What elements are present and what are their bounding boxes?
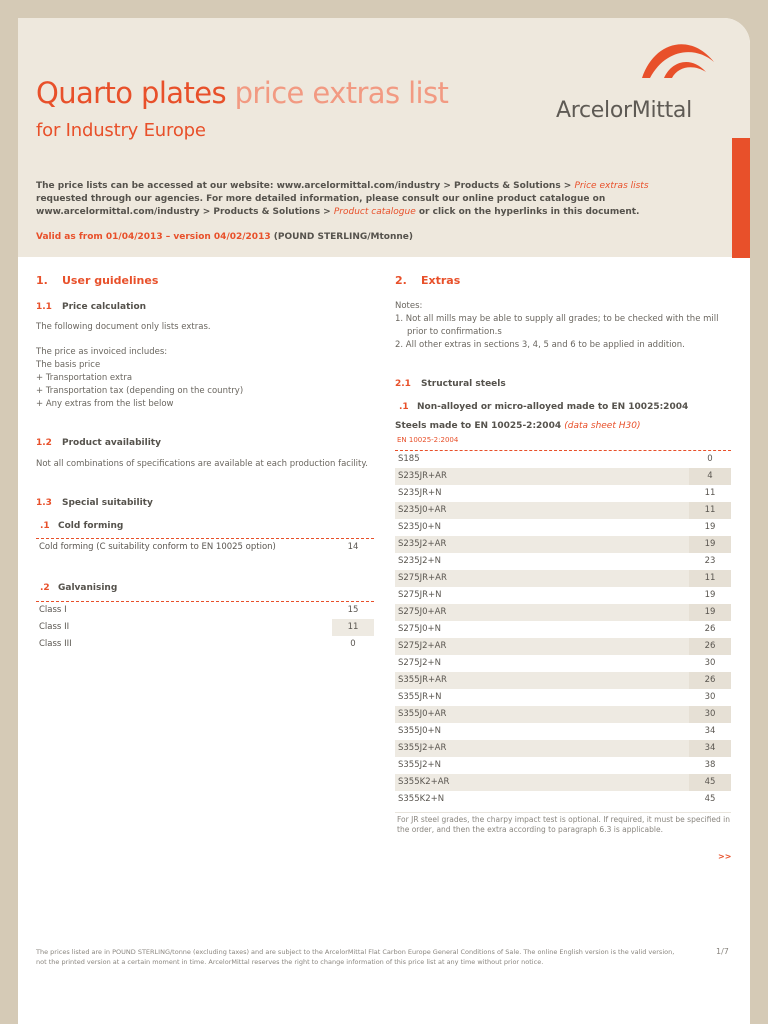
extra-value: 19 (704, 522, 716, 532)
orange-edge-tab (732, 138, 750, 258)
price-disclaimer: The prices listed are in POUND STERLING/tonne (excluding taxes) and are subject to the ArcelorMittal Flat Carbon Europe General Conditions of Sale. The online English version is the valid version, not the printed version at a certain moment in time. ArcelorMittal reserves the right to change information of this price list at any time without prior notice. (36, 948, 675, 966)
section-structural-steels: 2.1 Structural steels (395, 379, 506, 389)
standard-label: EN 10025-2:2004 (397, 436, 459, 444)
extra-value: 11 (689, 570, 731, 587)
extra-value: 34 (704, 726, 716, 736)
table-row (395, 536, 731, 553)
extra-value: 30 (704, 658, 716, 668)
footnote-divider (395, 812, 731, 813)
steel-grade: S355JR+N (398, 692, 442, 702)
table-row: Class I 15 (39, 605, 359, 615)
header-band (18, 18, 750, 257)
table-row: Class II 11 (36, 619, 374, 636)
steel-grade: S355J2+N (398, 760, 442, 770)
extra-value: 19 (704, 590, 716, 600)
steel-grade: S275JR+AR (398, 573, 447, 583)
table-row (395, 553, 731, 570)
steel-grade: S235J0+N (398, 522, 442, 532)
steel-grade: S235JR+N (398, 488, 442, 498)
table-row (395, 519, 731, 536)
table-row (395, 451, 731, 468)
steel-grade: S355J0+AR (398, 709, 447, 719)
extra-value: 26 (689, 638, 731, 655)
steel-grade: S275J0+AR (398, 607, 447, 617)
subsection-non-alloyed: .1 Non-alloyed or micro-alloyed made to EN 10025:2004 (399, 402, 689, 412)
steel-grade: S235J2+AR (398, 539, 447, 549)
table-row (395, 655, 731, 672)
price-extras-link[interactable]: Price extras lists (574, 181, 649, 191)
table-row (395, 740, 731, 757)
table-row (395, 791, 731, 808)
extra-value: 30 (704, 692, 716, 702)
document-title: Quarto plates price extras list (36, 76, 449, 110)
extra-value: 11 (689, 502, 731, 519)
steel-grade: S185 (398, 454, 420, 464)
galvanising-table (36, 601, 374, 653)
price-calculation-text: The following document only lists extras. (36, 322, 211, 332)
extra-value: 45 (704, 794, 716, 804)
table-row (395, 604, 731, 621)
extra-value: 19 (689, 536, 731, 553)
page-number: 1/7 (716, 947, 729, 956)
data-sheet-link[interactable]: (data sheet H30) (564, 421, 641, 431)
steel-grade: S355K2+N (398, 794, 445, 804)
cold-forming-table (36, 538, 374, 556)
arcelormittal-logo-icon (636, 32, 716, 84)
steel-grade: S355J0+N (398, 726, 442, 736)
steel-grade: S275J2+N (398, 658, 442, 668)
extra-value: 34 (689, 740, 731, 757)
list-item: + Any extras from the list below (36, 399, 174, 409)
subsection-cold-forming: .1 Cold forming (40, 521, 124, 531)
table-row (395, 468, 731, 485)
price-includes-list (36, 359, 243, 411)
steel-grade: S235J0+AR (398, 505, 447, 515)
steel-grade: S275JR+N (398, 590, 442, 600)
section-extras: 2. Extras (395, 274, 461, 287)
table-row: Cold forming (C suitability conform to EN 10025 option) 14 (39, 542, 359, 552)
section-product-availability: 1.2 Product availability (36, 438, 161, 448)
extra-value: 19 (689, 604, 731, 621)
steel-grade: S275J2+AR (398, 641, 447, 651)
section-price-calculation: 1.1 Price calculation (36, 302, 147, 312)
product-availability-text: Not all combinations of specifications are available at each production facility. (36, 459, 368, 469)
document-page (18, 18, 750, 1024)
extra-value: 23 (704, 556, 716, 566)
steel-grade: S355JR+AR (398, 675, 447, 685)
list-item: + Transportation tax (depending on the country) (36, 386, 244, 396)
subsection-galvanising: .2 Galvanising (40, 583, 118, 593)
brand-name: ArcelorMittal (556, 98, 692, 123)
extra-value: 4 (689, 468, 731, 485)
table-row (395, 689, 731, 706)
section-user-guidelines: 1. User guidelines (36, 274, 159, 287)
extra-value: 30 (689, 706, 731, 723)
intro-text: The price lists can be accessed at our website: www.arcelormittal.com/industry > Products & Solutions > Price extras lists requested through our agencies. For more detailed information, please consult our online product catalogue on www.arcelormittal.com/industry > Products & Solutions > Product catalogue or click on the hyperlinks in this document. (36, 181, 649, 217)
table-row (395, 570, 731, 587)
table-row (395, 757, 731, 774)
steel-grade: S235JR+AR (398, 471, 447, 481)
steel-grade: S355J2+AR (398, 743, 447, 753)
steel-table-title: Steels made to EN 10025-2:2004 (data sheet H30) (395, 421, 641, 431)
steel-grade: S275J0+N (398, 624, 442, 634)
jr-grades-footnote: For JR steel grades, the charpy impact test is optional. If required, it must be specified in the order, and then the extra according to paragraph 6.3 is applicable. (397, 815, 730, 834)
extra-value: 26 (689, 672, 731, 689)
list-item: The basis price (36, 360, 101, 370)
extra-value: 11 (704, 488, 716, 498)
table-row (395, 621, 731, 638)
validity-line: Valid as from 01/04/2013 – version 04/02/2013 (POUND STERLING/Mtonne) (36, 232, 414, 242)
extras-notes: Notes: 1. Not all mills may be able to supply all grades; to be checked with the mill prior to confirmation.s 2. All other extras in sections 3, 4, 5 and 6 to be applied in addition. (395, 301, 719, 350)
table-row (395, 672, 731, 689)
document-subtitle: for Industry Europe (36, 120, 206, 141)
table-row (395, 485, 731, 502)
table-row (395, 502, 731, 519)
extra-value: 45 (689, 774, 731, 791)
extra-value: 26 (704, 624, 716, 634)
table-row (395, 638, 731, 655)
extra-value: 0 (707, 454, 713, 464)
section-special-suitability: 1.3 Special suitability (36, 498, 153, 508)
table-row (395, 706, 731, 723)
price-includes-intro: The price as invoiced includes: (36, 347, 168, 357)
table-row (395, 774, 731, 791)
next-page-link[interactable]: >> (718, 852, 732, 861)
steel-grade: S355K2+AR (398, 777, 450, 787)
product-catalogue-link[interactable]: Product catalogue (333, 207, 416, 217)
table-row (395, 723, 731, 740)
extra-value: 38 (704, 760, 716, 770)
steel-grades-table (395, 450, 731, 808)
table-row: Class III 0 (39, 639, 356, 649)
steel-grade: S235J2+N (398, 556, 442, 566)
table-row (395, 587, 731, 604)
list-item: + Transportation extra (36, 373, 133, 383)
